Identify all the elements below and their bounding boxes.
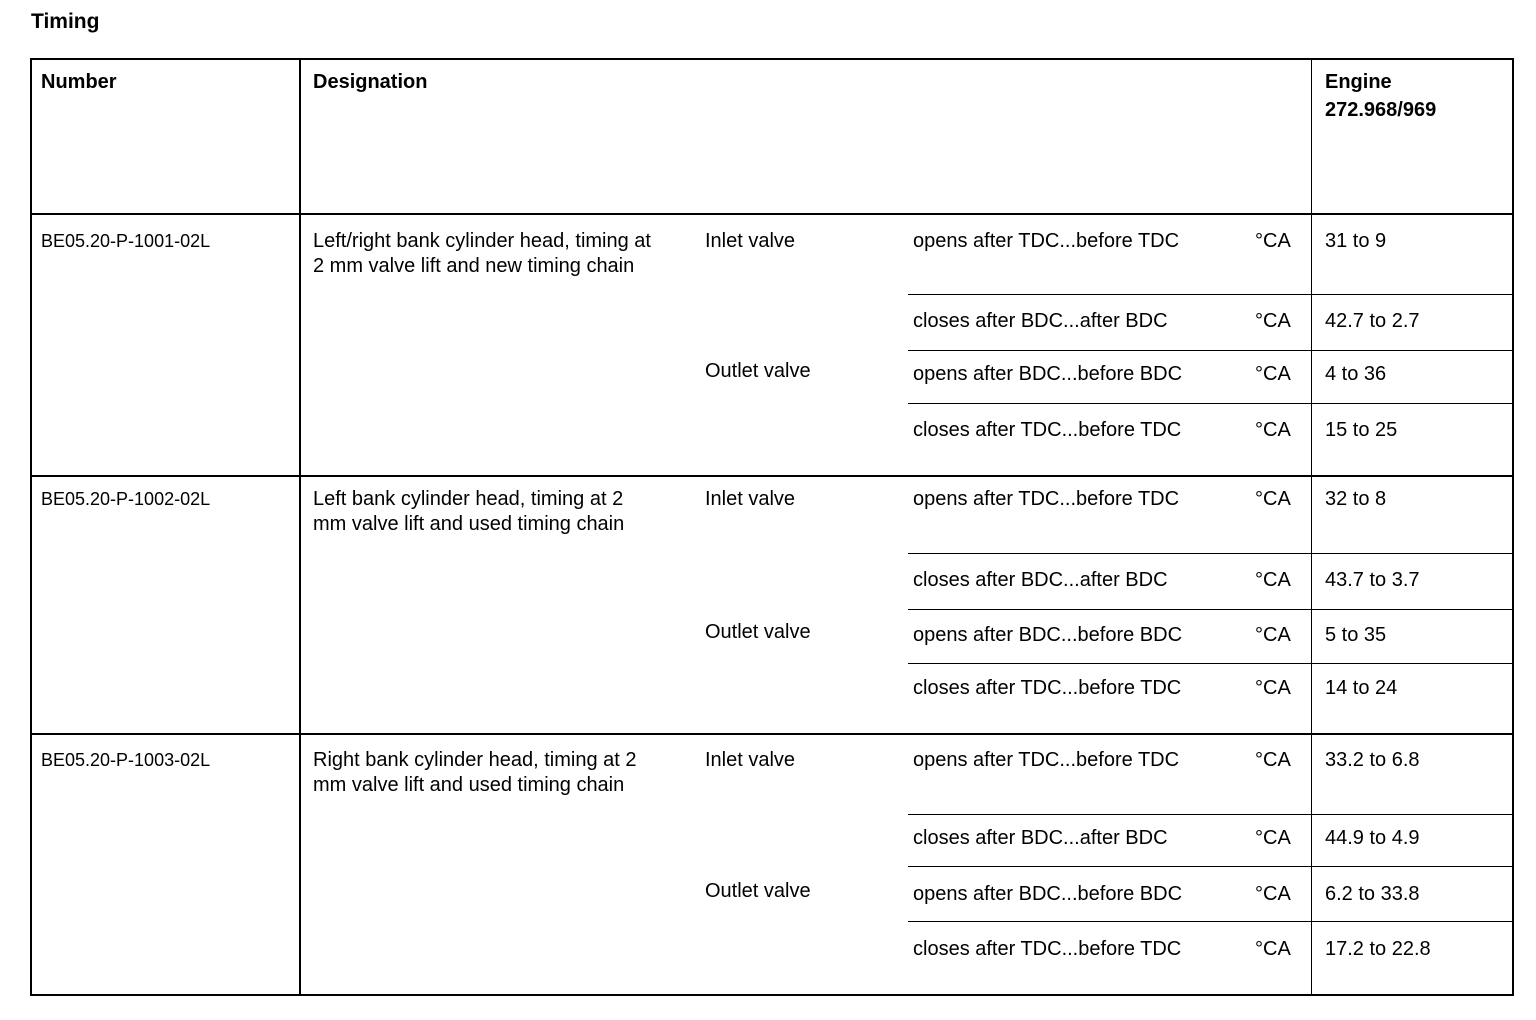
value-text: 6.2 to 33.8 — [1325, 883, 1420, 905]
event-text: opens after BDC...before BDC — [913, 883, 1183, 905]
doc-number: BE05.20-P-1001-02L — [41, 231, 211, 251]
outlet-valve-label: Outlet valve — [705, 621, 811, 643]
value-text: 32 to 8 — [1325, 488, 1387, 510]
unit-text: °CA — [1255, 677, 1291, 699]
unit-text: °CA — [1255, 230, 1291, 252]
value-text: 42.7 to 2.7 — [1325, 310, 1420, 332]
unit-text: °CA — [1255, 569, 1291, 591]
event-text: opens after TDC...before TDC — [913, 749, 1180, 771]
value-text: 15 to 25 — [1325, 419, 1398, 441]
unit-text: °CA — [1255, 488, 1291, 510]
unit-text: °CA — [1255, 938, 1291, 960]
doc-number: BE05.20-P-1003-02L — [41, 750, 211, 770]
column-divider — [1311, 60, 1312, 994]
inlet-valve-label: Inlet valve — [705, 230, 796, 252]
row-divider — [32, 475, 1512, 477]
unit-text: °CA — [1255, 624, 1291, 646]
unit-text: °CA — [1255, 749, 1291, 771]
doc-number: BE05.20-P-1002-02L — [41, 489, 211, 509]
unit-text: °CA — [1255, 363, 1291, 385]
header-engine-code: 272.968/969 — [1325, 99, 1437, 121]
subrow-divider — [908, 663, 1512, 664]
subrow-divider — [908, 350, 1512, 351]
designation-line: 2 mm valve lift and new timing chain — [313, 255, 635, 277]
row-divider — [32, 213, 1512, 215]
event-text: closes after BDC...after BDC — [913, 827, 1168, 849]
event-text: closes after BDC...after BDC — [913, 310, 1168, 332]
value-text: 31 to 9 — [1325, 230, 1387, 252]
event-text: closes after TDC...before TDC — [913, 938, 1182, 960]
header-number: Number — [41, 71, 117, 93]
unit-text: °CA — [1255, 419, 1291, 441]
header-engine: Engine — [1325, 71, 1392, 93]
event-text: closes after TDC...before TDC — [913, 419, 1182, 441]
designation-line: mm valve lift and used timing chain — [313, 513, 625, 535]
page-title: Timing — [31, 10, 100, 33]
value-text: 44.9 to 4.9 — [1325, 827, 1420, 849]
event-text: opens after TDC...before TDC — [913, 488, 1180, 510]
subrow-divider — [908, 294, 1512, 295]
event-text: closes after BDC...after BDC — [913, 569, 1168, 591]
event-text: opens after BDC...before BDC — [913, 624, 1183, 646]
header-designation: Designation — [313, 71, 428, 93]
outlet-valve-label: Outlet valve — [705, 880, 811, 902]
subrow-divider — [908, 866, 1512, 867]
value-text: 17.2 to 22.8 — [1325, 938, 1431, 960]
value-text: 14 to 24 — [1325, 677, 1398, 699]
timing-table — [30, 58, 1514, 996]
value-text: 5 to 35 — [1325, 624, 1387, 646]
subrow-divider — [908, 403, 1512, 404]
row-divider — [32, 733, 1512, 735]
unit-text: °CA — [1255, 883, 1291, 905]
designation-line: mm valve lift and used timing chain — [313, 774, 625, 796]
outlet-valve-label: Outlet valve — [705, 360, 811, 382]
unit-text: °CA — [1255, 310, 1291, 332]
value-text: 4 to 36 — [1325, 363, 1387, 385]
inlet-valve-label: Inlet valve — [705, 749, 796, 771]
designation-line: Right bank cylinder head, timing at 2 — [313, 749, 637, 771]
subrow-divider — [908, 609, 1512, 610]
unit-text: °CA — [1255, 827, 1291, 849]
value-text: 33.2 to 6.8 — [1325, 749, 1420, 771]
value-text: 43.7 to 3.7 — [1325, 569, 1420, 591]
designation-line: Left bank cylinder head, timing at 2 — [313, 488, 624, 510]
inlet-valve-label: Inlet valve — [705, 488, 796, 510]
subrow-divider — [908, 921, 1512, 922]
event-text: closes after TDC...before TDC — [913, 677, 1182, 699]
subrow-divider — [908, 553, 1512, 554]
column-divider — [299, 60, 301, 994]
event-text: opens after BDC...before BDC — [913, 363, 1183, 385]
designation-line: Left/right bank cylinder head, timing at — [313, 230, 651, 252]
event-text: opens after TDC...before TDC — [913, 230, 1180, 252]
subrow-divider — [908, 814, 1512, 815]
